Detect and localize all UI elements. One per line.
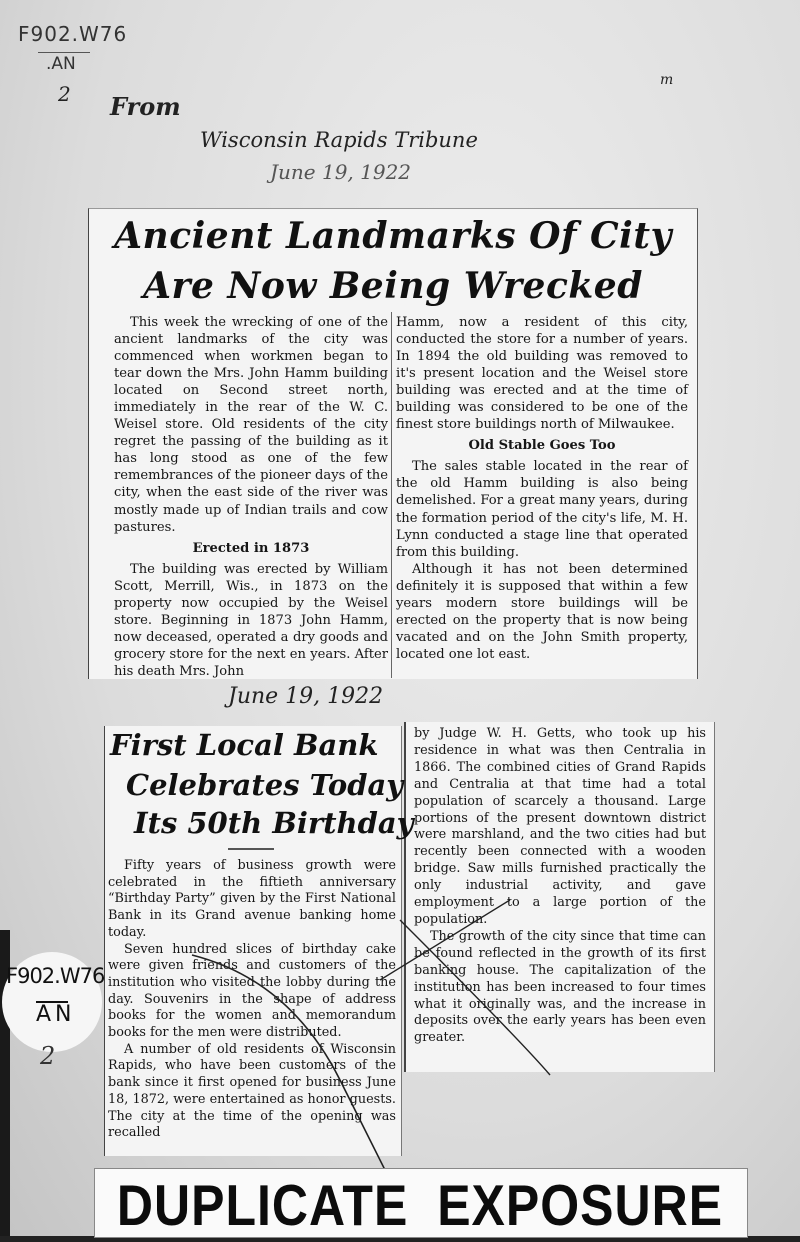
article-2-headline-line-3: Its 50th Birthday (134, 806, 414, 840)
side-call-number-line-1: F902.W76 (6, 964, 105, 988)
side-call-number-line-3: 2 (40, 1042, 56, 1070)
article-1-headline-line-2: Are Now Being Wrecked (143, 265, 643, 307)
article-1-subhead-stable: Old Stable Goes Too (468, 438, 616, 454)
call-number-line-3: 2 (58, 82, 71, 106)
article-1-headline-line-1: Ancient Landmarks Of City (114, 215, 672, 257)
article-2-paragraph: A number of old residents of Wisconsin Rapids, who have been customers of the bank since it first opened for business June 18, 1872, were entertained as honor guests. The city at the time of the opening was recalled (108, 1041, 396, 1141)
article-2-column-2 (414, 726, 706, 1047)
article-1-column-2 (396, 314, 688, 663)
call-number-rule (38, 52, 90, 53)
article-2-paragraph: by Judge W. H. Getts, who took up his residence in what was then Centralia in 1866. The combined cities of Grand Rapids and Centralia at that time had a total population of scarcely a thousand. Large portions of the present downtown district were marshland, and the two cities had but recently been connected with a wooden bridge. Saw mills furnished practically the only industrial activity, and gave employment to a large portion of the population. (414, 726, 706, 927)
article-2-paragraph: Seven hundred slices of birthday cake were given friends and customers of the institution who visited the lobby during the day. Souvenirs in the shape of address books for the women and memorandum books for the men were distributed. (108, 941, 396, 1041)
handwritten-from: From (110, 92, 181, 121)
column-rule (391, 312, 392, 678)
call-number-line-1: F902.W76 (18, 22, 128, 46)
article-1-subhead-erected: Erected in 1873 (192, 540, 310, 556)
article-1-column-1 (114, 314, 388, 680)
handwritten-source: Wisconsin Rapids Tribune (200, 128, 478, 152)
article-1-paragraph: The building was erected by William Scott, Merrill, Wis., in 1873 on the property now occupied by the Weisel store. Beginning in 1873 John Hamm, now deceased, operated a dry goods and grocery store for the next en years. After his death Mrs. John (114, 561, 388, 679)
handwritten-corner-mark: m (660, 72, 674, 88)
side-call-number-line-2: AN (36, 1002, 76, 1027)
article-2-headline-line-1: First Local Bank (110, 728, 379, 762)
article-2-column-1 (108, 858, 396, 1142)
article-1-paragraph: This week the wrecking of one of the ancient landmarks of the city was commenced when workmen began to tear down the Mrs. John Hamm building located on Second street north, immediately in the rear of the W. C. Weisel store. Old residents of the city regret the passing of the building as it has long stood as one of the few remembrances of the pioneer days of the city, when the east side of the river was mostly made up of Indian trails and cow pastures. (114, 315, 388, 535)
article-1-paragraph: Hamm, now a resident of this city, conducted the store for a number of years. In 1894 the old building was removed to it's present location and the Weisel store building was erected and at the time of building was considered to be one of the finest store buildings north of Milwaukee. (396, 315, 688, 433)
article-1-paragraph: Although it has not been determined definitely it is supposed that within a few years modern store buildings will be erected on the property that is now being vacated and on the John Smith property, located one lot east. (396, 561, 688, 662)
article-1-paragraph: The sales stable located in the rear of the old Hamm building is also being demelished. For a great many years, during the formation period of the city's life, M. H. Lynn conducted a stage line that operated from this building. (396, 459, 688, 560)
duplicate-exposure-stamp: DUPLICATE EXPOSURE (116, 1173, 724, 1238)
call-number-line-2: .AN (46, 54, 76, 74)
handwritten-date-middle: June 19, 1922 (228, 684, 384, 709)
article-2-paragraph: Fifty years of business growth were celebrated in the fiftieth anniversary “Birthday Party” given by the First National Bank in its Grand avenue banking home today. (108, 858, 396, 940)
handwritten-date-top: June 19, 1922 (270, 160, 412, 184)
headline-rule (228, 848, 274, 850)
article-2-paragraph: The growth of the city since that time can be found reflected in the growth of its first banking house. The capitalization of the institution has been increased to four times what it originally was, and the increase in deposits over the early years has been even greater. (414, 928, 706, 1046)
article-2-headline-line-2: Celebrates Today (126, 768, 404, 802)
